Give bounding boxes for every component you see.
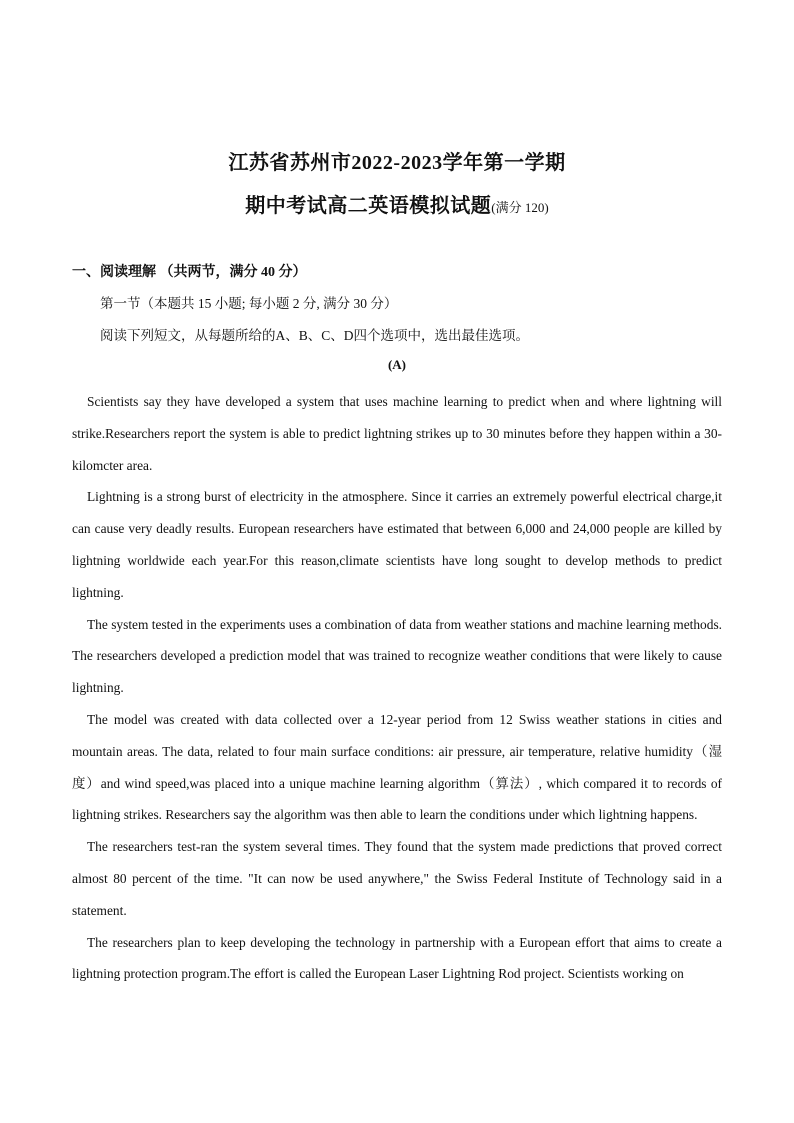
part-instruction: 第一节（本题共 15 小题; 每小题 2 分, 满分 30 分）: [100, 296, 398, 311]
exam-title-line1: 江苏省苏州市2022-2023学年第一学期: [228, 152, 566, 174]
passage-paragraph: The system tested in the experiments uses a combination of data from weather stations and machine learning methods. The researchers developed a prediction model that was trained to recognize weather conditions that were likely to cause lightning.: [72, 616, 722, 696]
passage-paragraph: Lightning is a strong burst of electricity in the atmosphere. Since it carries an extremely powerful electrical charge,it can cause very deadly results. European researchers have estimated that between 6,000 and 24,000 people are killed by lightning worldwide each year.For this reason,climate scientists have long sought to develop methods to predict lightning.: [72, 489, 722, 600]
section-heading: 一、阅读理解 （共两节，满分 40 分）: [72, 265, 307, 280]
task-instruction: 阅读下列短文，从每题所给的A、B、C、D四个选项中，选出最佳选项。: [100, 328, 530, 343]
passage-label: (A): [387, 357, 407, 372]
passage-paragraph: The researchers test-ran the system several times. They found that the system made predictions that proved correct almost 80 percent of the time. "It can now be used anywhere," the Swiss Federal Institute of Technology said in a statement.: [72, 839, 722, 918]
exam-title-line2: [0, 189, 794, 218]
exam-title-text: 期中考试高二英语模拟试题: [245, 195, 492, 217]
passage-paragraph: The model was created with data collected over a 12-year period from 12 Swiss weather stations in cities and mountain areas. The data, related to four main surface conditions: air pressure, air temperature, relative humidity（湿度）and wind speed,was placed into a unique machine learning algorithm（算法）, which compared it to records of lightning strikes. Researchers say the algorithm was then able to learn the conditions under which lightning happens.: [72, 711, 722, 823]
score-note: (满分 120): [491, 200, 549, 215]
passage-paragraph: The researchers plan to keep developing the technology in partnership with a European effort that aims to create a lightning protection program.The effort is called the European Laser Lightning Rod project. Scientists working on: [72, 934, 722, 982]
passage-paragraph: Scientists say they have developed a system that uses machine learning to predict when and where lightning will strike.Researchers report the system is able to predict lightning strikes up to 30 minutes before they happen within a 30-kilomcter area.: [72, 394, 722, 473]
passage-body: [72, 386, 722, 990]
